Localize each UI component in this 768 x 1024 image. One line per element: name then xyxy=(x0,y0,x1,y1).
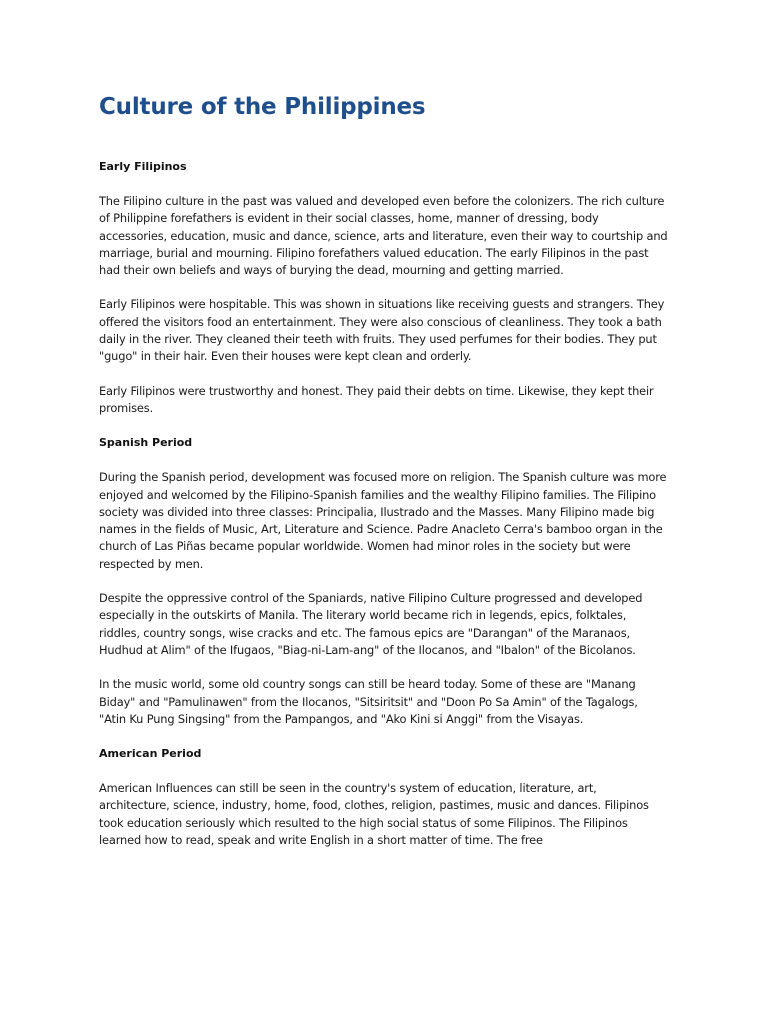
paragraph: Early Filipinos were hospitable. This was shown in situations like receiving guests and strangers. They offered the visitors food an entertainment. They were also conscious of cleanliness. They took a bath daily in the river. They cleaned their teeth with fruits. They used perfumes for their bodies. They put "gugo" in their hair. Even their houses were kept clean and orderly. xyxy=(99,297,665,364)
paragraph: The Filipino culture in the past was valued and developed even before the colonizers. The rich culture of Philippine forefathers is evident in their social classes, home, manner of dressing, body accessories, education, music and dance, science, arts and literature, even their way to courtship and marriage, burial and mourning. Filipino forefathers valued education. The early Filipinos in the past had their own beliefs and ways of burying the dead, mourning and getting married. xyxy=(99,194,668,278)
page-title: Culture of the Philippines xyxy=(99,94,426,120)
paragraph: In the music world, some old country songs can still be heard today. Some of these are "Manang Biday" and "Pamulinawen" from the Ilocanos, "Sitsiritsit" and "Doon Po Sa Amin" of the Tagalogs, "Atin Ku Pung Singsing" from the Pampangos, and "Ako Kini si Anggi" from the Visayas. xyxy=(99,677,638,726)
paragraph: Early Filipinos were trustworthy and honest. They paid their debts on time. Likewise, they kept their promises. xyxy=(99,383,654,415)
section-heading-early-filipinos: Early Filipinos xyxy=(99,160,187,173)
section-heading-spanish-period: Spanish Period xyxy=(99,436,193,450)
paragraph: Despite the oppressive control of the Spaniards, native Filipino Culture progressed and developed especially in the outskirts of Manila. The literary world became rich in legends, epics, folktales, riddles, country songs, wise cracks and etc. The famous epics are "Darangan" of the Maranaos, Hudhud at Alim" of the Ifugaos, "Biag-ni-Lam-ang" of the Ilocanos, and "Ibalon" of the Bicolanos. xyxy=(99,591,643,657)
paragraph: During the Spanish period, development was focused more on religion. The Spanish culture was more enjoyed and welcomed by the Filipino-Spanish families and the wealthy Filipino families. The Filipino society was divided into three classes: Principalia, Ilustrado and the Masses. Many Filipino made big names in the fields of Music, Art, Literature and Science. Padre Anacleto Cerra's bamboo organ in the church of Las Piñas became popular worldwide. Women had minor roles in the society but were respected by men. xyxy=(99,470,667,571)
section-heading-american-period: American Period xyxy=(99,747,202,761)
paragraph: American Influences can still be seen in the country's system of education, literature, art, architecture, science, industry, home, food, clothes, religion, pastimes, music and dances. Filipinos took education seriously which resulted to the high social status of some Filipinos. The Filipinos learned how to read, speak and write English in a short matter of time. The free xyxy=(99,781,649,848)
